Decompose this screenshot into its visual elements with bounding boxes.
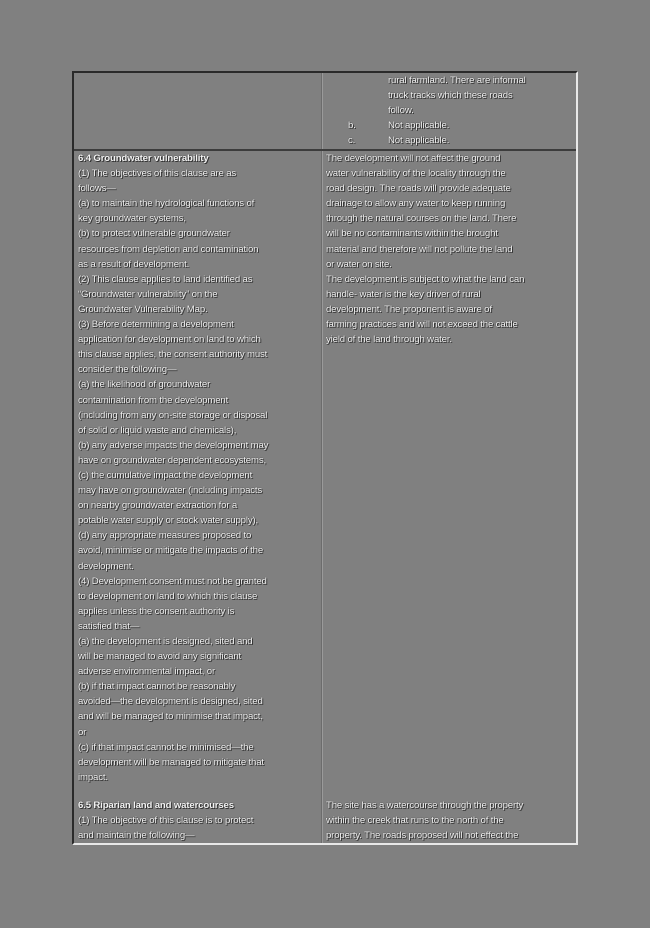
text-line: of solid or liquid waste and chemicals),: [78, 424, 237, 436]
text-line: within the creek that runs to the north of the: [326, 815, 504, 827]
text-line: road design. The roads will provide adequate: [326, 183, 511, 195]
text-line: on nearby groundwater extraction for a: [78, 500, 238, 512]
text-line: The site has a watercourse through the property: [326, 800, 524, 811]
text-line: (including from any on-site storage or disposal: [78, 409, 268, 421]
text-line: applies unless the consent authority is: [78, 605, 235, 617]
text-line: (1) The objectives of this clause are as: [78, 168, 237, 180]
text-line: (2) This clause applies to land identified as: [78, 273, 253, 285]
clause-6-4-response-cell: [326, 151, 574, 347]
clause-6-5-cell: [78, 798, 318, 843]
text-line: follows—: [78, 183, 116, 195]
text-line: The development will not affect the ground: [326, 153, 501, 164]
text-line: development. The proponent is aware of: [326, 303, 492, 315]
row1-response-cell: [326, 73, 574, 148]
text-line: avoided—the development is designed, sited: [78, 696, 263, 708]
text-line: and maintain the following—: [78, 830, 195, 842]
list-item-a-continuation: [326, 73, 574, 118]
text-line: Groundwater Vulnerability Map.: [78, 303, 208, 315]
text-line: avoid, minimise or mitigate the impacts of the: [78, 545, 264, 557]
clause-heading: 6.4 Groundwater vulnerability: [78, 153, 209, 164]
text-line: (b) any adverse impacts the development may: [78, 439, 269, 451]
text-line: follow.: [388, 105, 414, 117]
text-line: impact.: [78, 771, 108, 783]
text-line: potable water supply or stock water supply),: [78, 515, 259, 527]
text-line: (d) any appropriate measures proposed to: [78, 530, 252, 542]
text-line: and will be managed to minimise that impact,: [78, 711, 263, 723]
text-line: drainage to allow any water to keep running: [326, 198, 506, 210]
text-line: (a) the development is designed, sited and: [78, 636, 253, 647]
text-line: development.: [78, 560, 134, 572]
text-line: through the natural courses on the land. There: [326, 213, 517, 225]
text-line: to development on land to which this clause: [78, 590, 258, 602]
text-line: key groundwater systems,: [78, 213, 186, 225]
text-line: (a) to maintain the hydrological functions of: [78, 198, 255, 210]
column-divider: [321, 73, 323, 843]
text-line: (a) the likelihood of groundwater: [78, 379, 211, 391]
text-line: (c) if that impact cannot be minimised—the: [78, 741, 254, 753]
text-line: farming practices and will not exceed the cattle: [326, 319, 518, 331]
text-line: yield of the land through water.: [326, 334, 452, 346]
text-line: this clause applies, the consent authority must: [78, 349, 268, 361]
text-line: as a result of development.: [78, 258, 190, 270]
text-line: (b) to protect vulnerable groundwater: [78, 228, 230, 240]
list-marker: c.: [348, 135, 356, 147]
list-marker: b.: [348, 120, 356, 132]
text-line: material and therefore will not pollute the land: [326, 243, 513, 255]
text-line: handle- water is the key driver of rural: [326, 288, 481, 300]
text-line: (1) The objective of this clause is to protect: [78, 815, 254, 827]
text-line: development will be managed to mitigate that: [78, 756, 264, 768]
text-line: may have on groundwater (including impacts: [78, 485, 263, 497]
text-line: satisfied that—: [78, 620, 140, 632]
text-line: consider the following—: [78, 364, 177, 376]
text-line: property. The roads proposed will not effect the: [326, 830, 519, 842]
text-line: (3) Before determining a development: [78, 319, 234, 331]
clause-6-5-response-cell: [326, 798, 574, 843]
text-line: The development is subject to what the land can: [326, 273, 525, 285]
text-line: application for development on land to which: [78, 334, 261, 346]
text-line: (4) Development consent must not be granted: [78, 575, 267, 587]
text-line: truck tracks which these roads: [388, 90, 513, 102]
text-line: resources from depletion and contamination: [78, 243, 259, 255]
text-line: or water on site.: [326, 258, 392, 270]
clause-6-4-cell: [78, 151, 318, 785]
text-line: (b) if that impact cannot be reasonably: [78, 681, 236, 693]
assessment-table: [72, 71, 578, 845]
text-line: “Groundwater vulnerability” on the: [78, 288, 218, 300]
text-line: or: [78, 726, 87, 738]
list-item-b: [326, 118, 574, 133]
clause-heading: 6.5 Riparian land and watercourses: [78, 800, 234, 811]
list-item-c: [326, 133, 574, 148]
text-line: will be no contaminants within the brought: [326, 228, 498, 240]
text-line: water vulnerability of the locality through the: [326, 168, 506, 180]
text-line: have on groundwater dependent ecosystems,: [78, 454, 266, 466]
list-text: Not applicable.: [388, 120, 450, 132]
list-text: Not applicable.: [388, 135, 450, 147]
text-line: rural farmland. There are informal: [388, 75, 526, 86]
text-line: contamination from the development: [78, 394, 229, 406]
text-line: (c) the cumulative impact the development: [78, 469, 253, 481]
text-line: adverse environmental impact, or: [78, 666, 216, 678]
text-line: will be managed to avoid any significant: [78, 651, 242, 663]
